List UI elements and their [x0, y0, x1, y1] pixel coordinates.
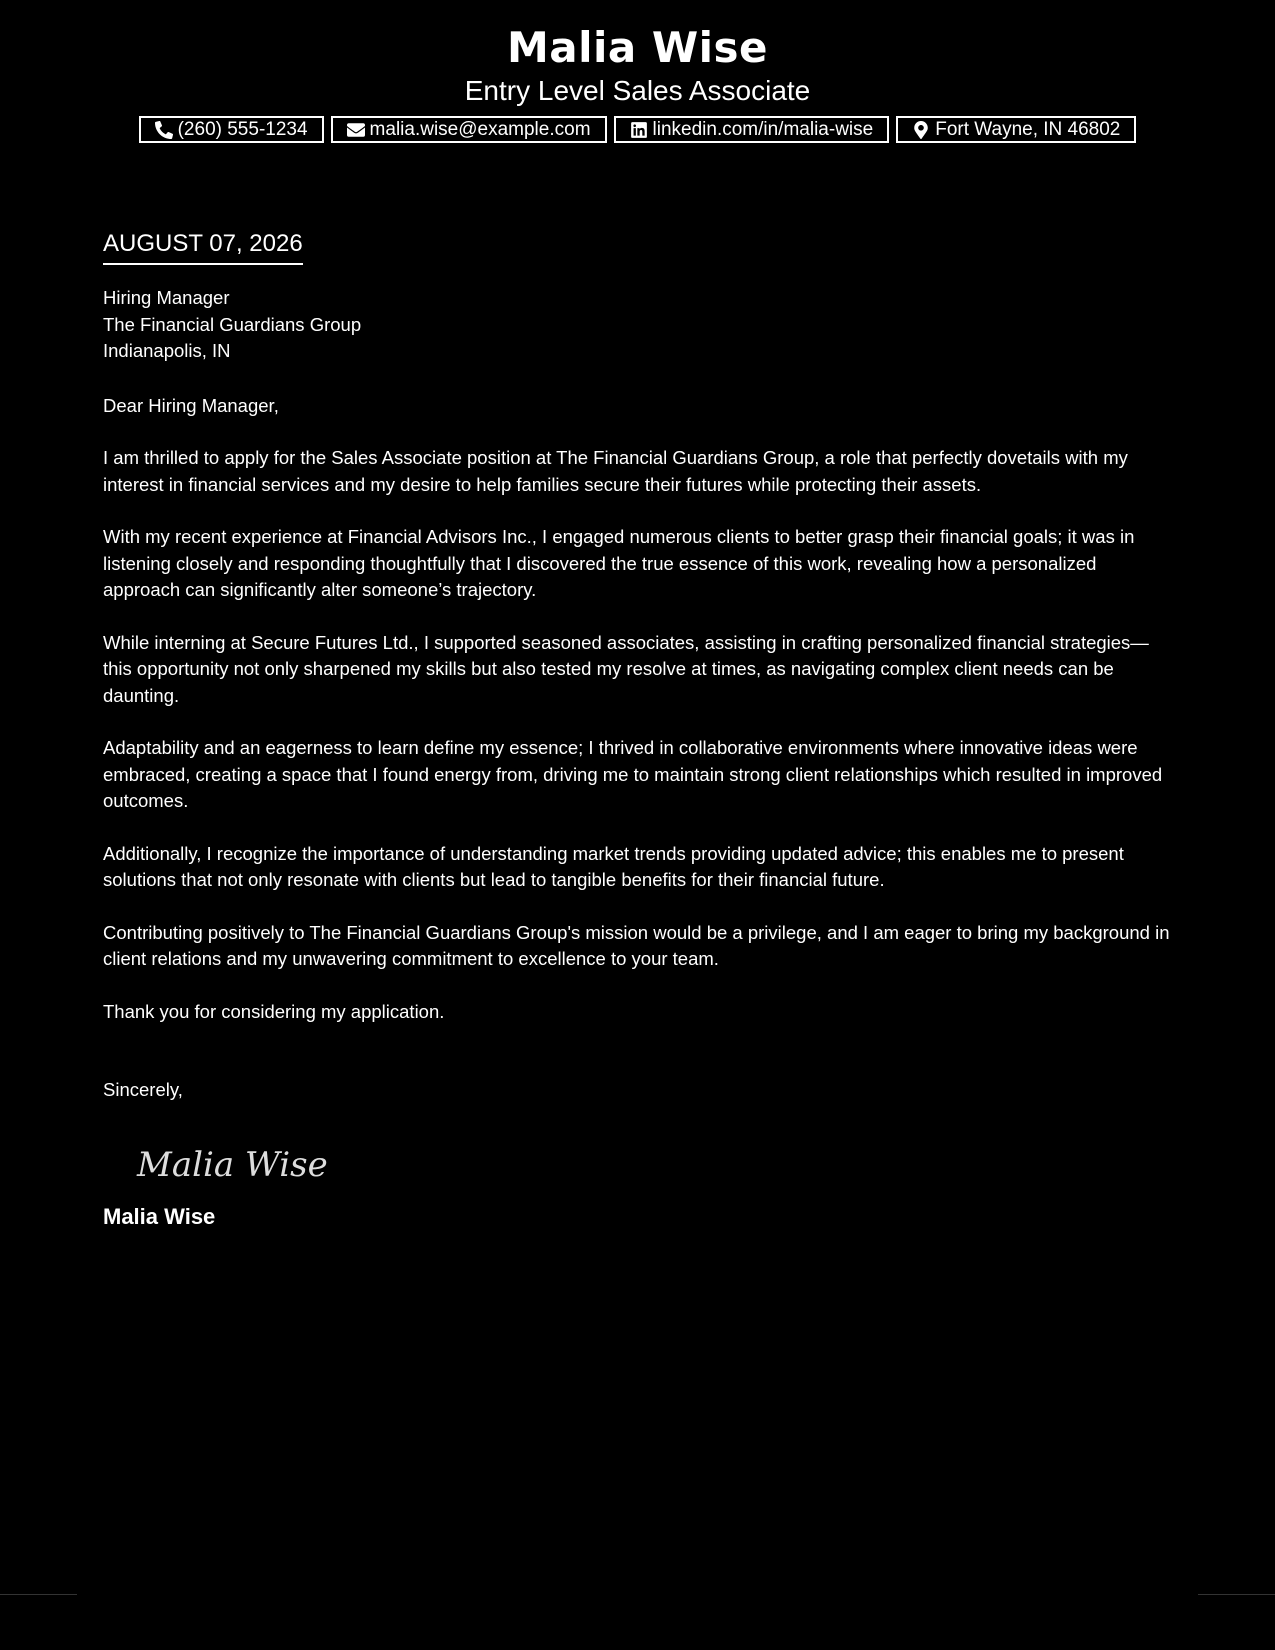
envelope-icon	[347, 121, 365, 139]
contact-linkedin-text: linkedin.com/in/malia-wise	[652, 118, 874, 140]
letter-date: AUGUST 07, 2026	[103, 228, 303, 265]
contact-email-text: malia.wise@example.com	[369, 118, 591, 140]
body-paragraph-1: I am thrilled to apply for the Sales Associate position at The Financial Guardians Group, a role that perfectly dovetails with my interest in financial services and my desire to help families secure their futures while protecting their assets.	[103, 447, 1128, 495]
closing: Sincerely,	[103, 1079, 183, 1100]
body-paragraph-6: Contributing positively to The Financial Guardians Group's mission would be a privilege, and I am eager to bring my background in client relations and my unwavering commitment to excellence to your team.	[103, 921, 1170, 969]
map-marker-icon	[912, 121, 930, 139]
phone-icon	[155, 121, 173, 139]
contact-phone-text: (260) 555-1234	[177, 118, 308, 140]
contact-bar	[0, 116, 1275, 143]
signature-image	[133, 1132, 353, 1192]
body-paragraph-2: With my recent experience at Financial Advisors Inc., I engaged numerous clients to better grasp their financial goals; it was in listening closely and responding thoughtfully that I discovered the true essence of this work, revealing how a personalized approach can significantly alter someone’s trajectory.	[103, 526, 1135, 600]
applicant-job-title: Entry Level Sales Associate	[464, 75, 811, 106]
recipient-block	[103, 285, 1173, 365]
salutation: Dear Hiring Manager,	[103, 394, 279, 416]
linkedin-icon	[630, 121, 648, 139]
recipient-name: Hiring Manager	[103, 287, 230, 308]
contact-phone[interactable]	[139, 116, 324, 143]
body-paragraph-3: While interning at Secure Futures Ltd., I supported seasoned associates, assisting in crafting personalized financial strategies—this opportunity not only sharpened my skills but also tested my resolve at times, as navigating complex client needs can be daunting.	[103, 631, 1149, 706]
contact-linkedin[interactable]	[614, 116, 890, 143]
footer-rule-right	[1198, 1594, 1275, 1595]
letter-body	[103, 228, 1173, 1231]
contact-location-text: Fort Wayne, IN 46802	[935, 118, 1121, 140]
recipient-location: Indianapolis, IN	[103, 340, 231, 361]
body-paragraph-5: Additionally, I recognize the importance of understanding market trends providing updated advice; this enables me to present solutions that not only resonate with clients but lead to tangible benefits for their financial future.	[103, 842, 1124, 890]
contact-email[interactable]	[331, 116, 607, 143]
recipient-company: The Financial Guardians Group	[103, 313, 362, 335]
contact-location[interactable]	[896, 116, 1136, 143]
body-paragraph-4: Adaptability and an eagerness to learn define my essence; I thrived in collaborative environments where innovative ideas were embraced, creating a space that I found energy from, driving me to maintain strong client relationships which resulted in improved outcomes.	[103, 737, 1163, 811]
letter-header	[0, 0, 1275, 143]
handwritten-signature	[133, 1132, 1173, 1192]
applicant-name: Malia Wise	[506, 23, 769, 72]
footer-rule-left	[0, 1594, 77, 1595]
signer-name: Malia Wise	[103, 1203, 216, 1229]
signature-script: Malia Wise	[137, 1144, 328, 1185]
body-paragraph-7: Thank you for considering my application.	[103, 1000, 445, 1022]
